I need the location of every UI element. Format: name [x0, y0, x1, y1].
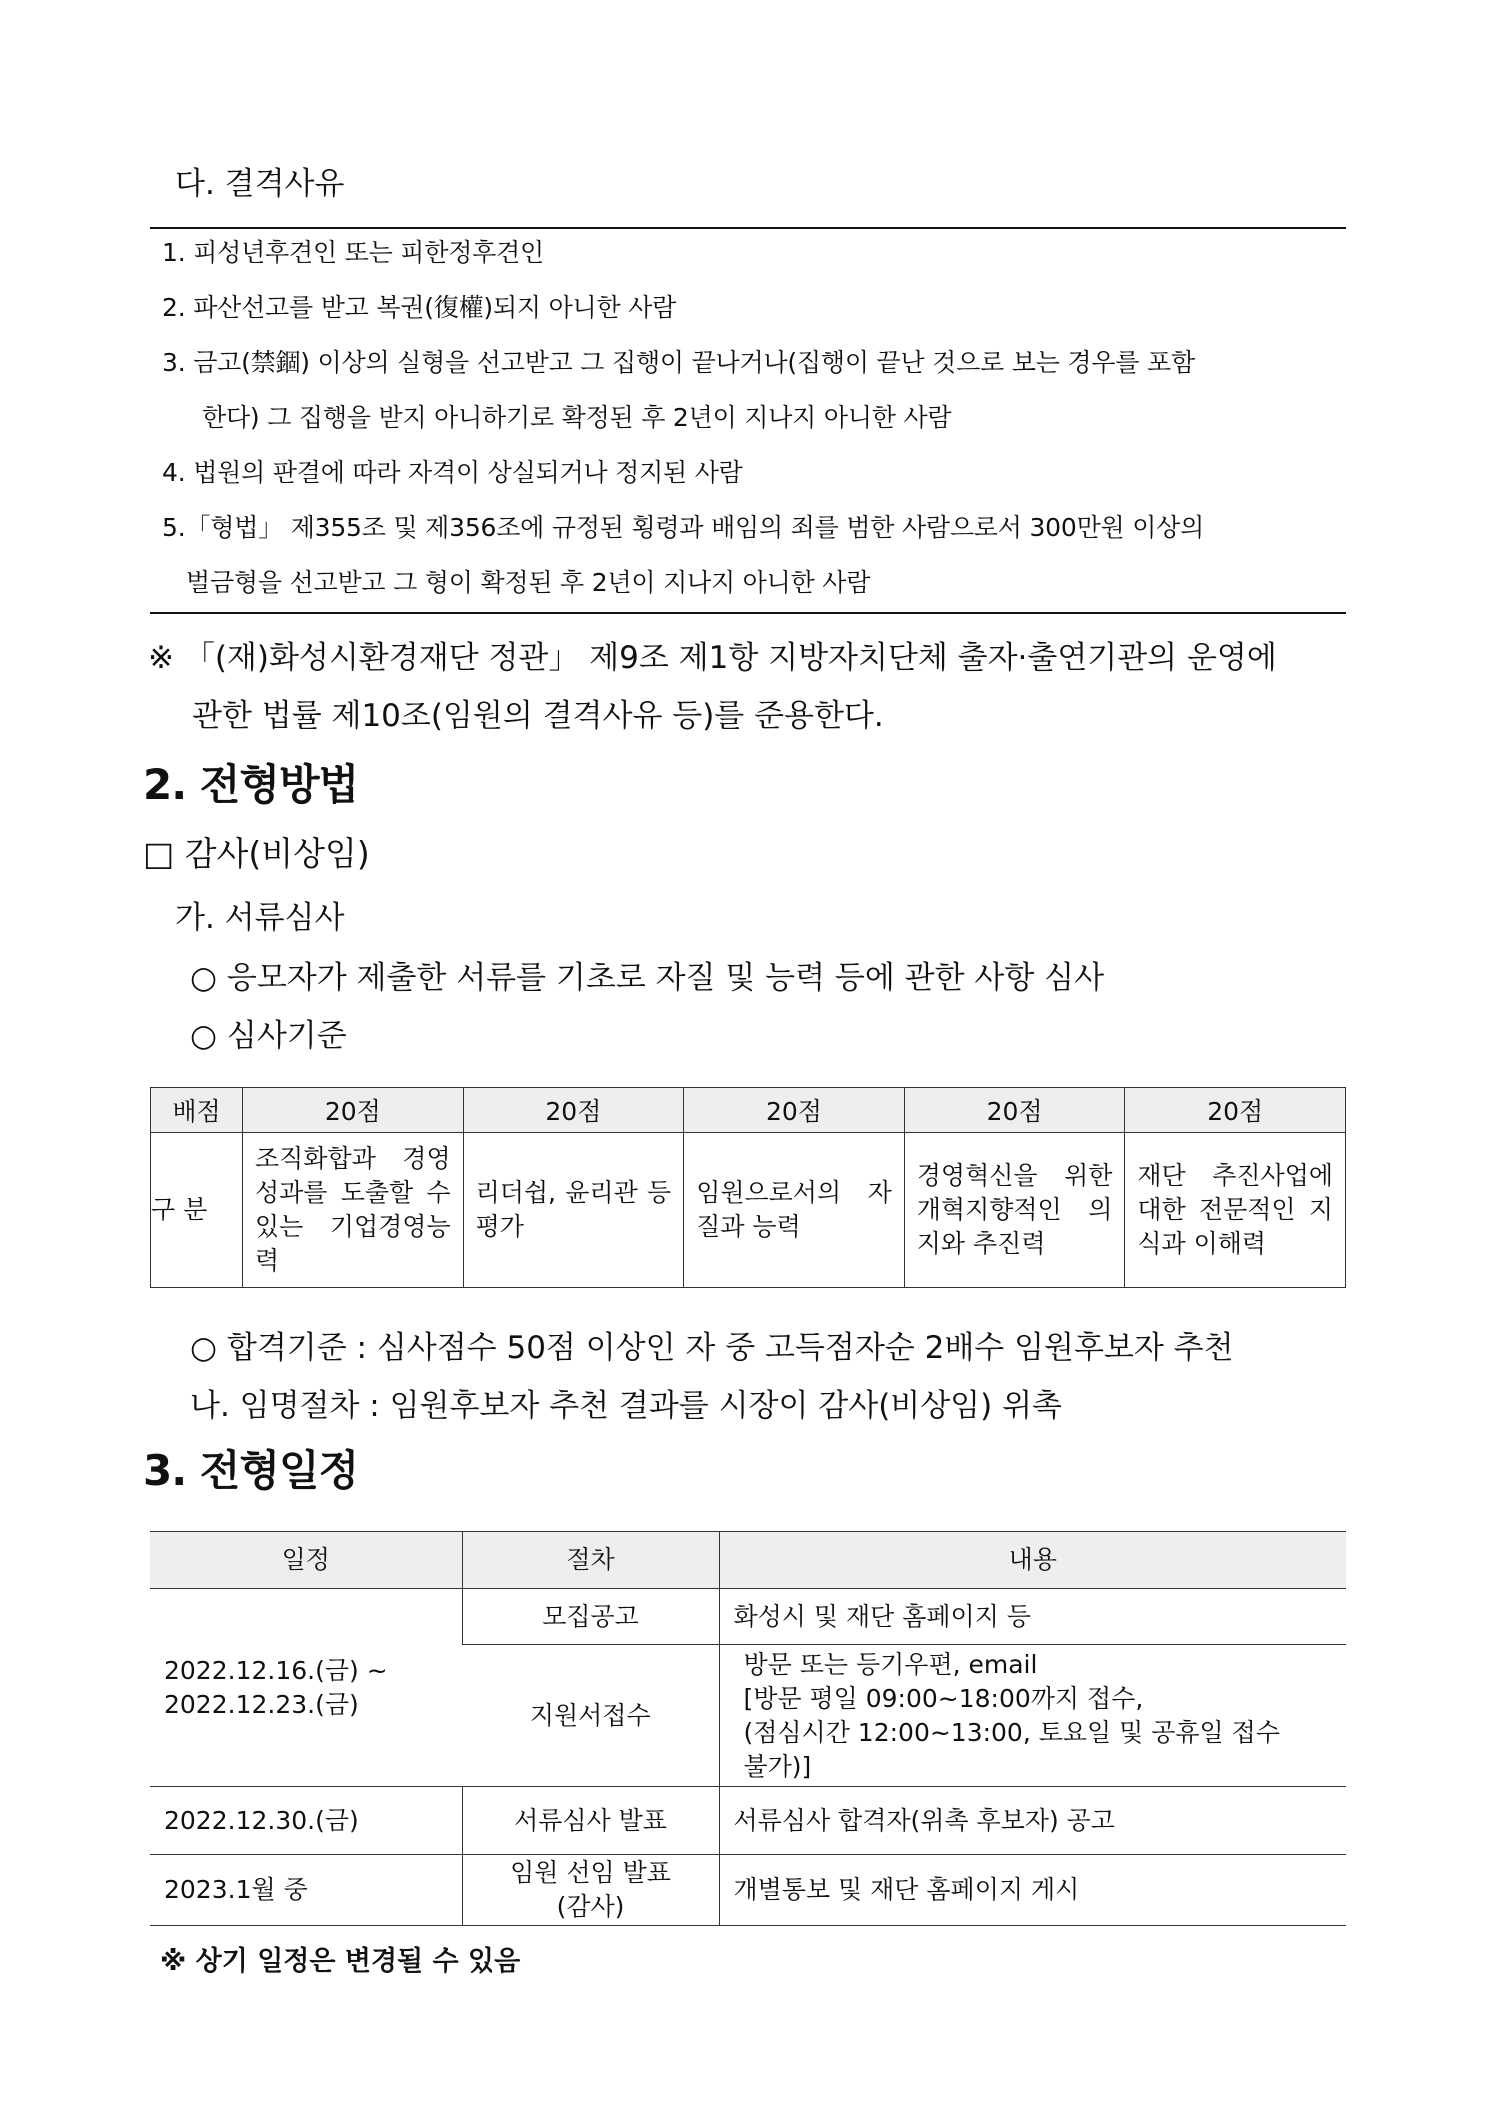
appointment-procedure: 나. 임명절차 : 임원후보자 추천 결과를 시장이 감사(비상임) 위촉 — [190, 1388, 1062, 1424]
category-cell: 경영혁신을 위한 개혁지향적인 의지와 추진력 — [904, 1133, 1125, 1288]
schedule-date-cell: 2023.1월 중 — [150, 1855, 462, 1926]
schedule-row — [150, 1787, 1346, 1855]
score-cell: 20점 — [684, 1088, 905, 1133]
criteria-bullet: ○ 심사기준 — [190, 1018, 347, 1054]
step-cell: 지원서접수 — [462, 1645, 719, 1787]
disqualification-item-1: 1. 피성년후견인 또는 피한정후견인 — [162, 238, 544, 267]
pass-criteria-bullet: ○ 합격기준 : 심사점수 50점 이상인 자 중 고득점자순 2배수 임원후보자 추천 — [190, 1330, 1234, 1366]
header-date: 일정 — [150, 1532, 462, 1589]
step-cell: 모집공고 — [462, 1589, 719, 1645]
document-screening-heading: 가. 서류심사 — [175, 900, 345, 936]
articles-note-line2: 관한 법률 제10조(임원의 결격사유 등)를 준용한다. — [192, 698, 884, 734]
content-cell — [719, 1645, 1346, 1787]
category-cell: 임원으로서의 자질과 능력 — [684, 1133, 905, 1288]
content-line: (점심시간 12:00~13:00, 토요일 및 공휴일 접수 — [743, 1717, 1280, 1747]
score-cell: 20점 — [243, 1088, 464, 1133]
score-cell: 20점 — [463, 1088, 684, 1133]
category-cell: 리더쉽, 윤리관 등 평가 — [463, 1133, 684, 1288]
content-line: 방문 또는 등기우편, email — [743, 1649, 1038, 1679]
disqualification-item-2: 2. 파산선고를 받고 복권(復權)되지 아니한 사람 — [162, 293, 677, 322]
section-2-title: 2. 전형방법 — [143, 760, 359, 809]
disqualification-item-3-cont: 한다) 그 집행을 받지 아니하기로 확정된 후 2년이 지나지 아니한 사람 — [202, 403, 952, 432]
schedule-row — [150, 1855, 1346, 1926]
content-cell: 개별통보 및 재단 홈페이지 게시 — [719, 1855, 1346, 1926]
header-content: 내용 — [719, 1532, 1346, 1589]
step-cell: 서류심사 발표 — [462, 1787, 719, 1855]
schedule-header-row — [150, 1532, 1346, 1589]
disqualification-item-3: 3. 금고(禁錮) 이상의 실형을 선고받고 그 집행이 끝나거나(집행이 끝난 것으로 보는 경우를 포함 — [162, 348, 1195, 377]
step-line: 임원 선임 발표 — [510, 1858, 671, 1887]
criteria-score-row — [151, 1088, 1346, 1133]
position-heading: □ 감사(비상임) — [143, 834, 370, 873]
step-line: (감사) — [556, 1892, 625, 1921]
disqualification-item-5: 5.「형법」 제355조 및 제356조에 규정된 횡령과 배임의 죄를 범한 사람으로서 300만원 이상의 — [162, 513, 1205, 542]
schedule-table — [150, 1531, 1346, 1926]
disqualification-item-4: 4. 법원의 판결에 따라 자격이 상실되거나 정지된 사람 — [162, 458, 743, 487]
category-cell: 재단 추진사업에 대한 전문적인 지식과 이해력 — [1125, 1133, 1346, 1288]
date-line: 2022.12.16.(금) ~ — [164, 1655, 388, 1685]
top-rule — [150, 227, 1346, 229]
section-3-title: 3. 전형일정 — [143, 1446, 359, 1495]
content-line: 불가)] — [743, 1751, 812, 1781]
section-d-title: 다. 결격사유 — [175, 166, 345, 202]
schedule-date-cell — [150, 1589, 462, 1787]
header-step: 절차 — [462, 1532, 719, 1589]
score-label: 배점 — [151, 1088, 243, 1133]
criteria-table — [150, 1087, 1346, 1288]
category-label: 구 분 — [151, 1133, 243, 1288]
score-cell: 20점 — [1125, 1088, 1346, 1133]
screening-bullet: ○ 응모자가 제출한 서류를 기초로 자질 및 능력 등에 관한 사항 심사 — [190, 960, 1105, 996]
schedule-date-cell: 2022.12.30.(금) — [150, 1787, 462, 1855]
score-cell: 20점 — [904, 1088, 1125, 1133]
content-line: [방문 평일 09:00~18:00까지 접수, — [743, 1683, 1144, 1713]
articles-note-line1: ※ 「(재)화성시환경재단 정관」 제9조 제1항 지방자치단체 출자·출연기관의 운영에 — [148, 640, 1277, 676]
step-cell — [462, 1855, 719, 1926]
disqualification-item-5-cont: 벌금형을 선고받고 그 형이 확정된 후 2년이 지나지 아니한 사람 — [186, 568, 871, 597]
content-cell: 화성시 및 재단 홈페이지 등 — [719, 1589, 1346, 1645]
schedule-footnote: ※ 상기 일정은 변경될 수 있음 — [160, 1946, 521, 1977]
criteria-category-row — [151, 1133, 1346, 1288]
schedule-row — [150, 1589, 1346, 1645]
date-line: 2022.12.23.(금) — [164, 1689, 359, 1719]
content-cell: 서류심사 합격자(위촉 후보자) 공고 — [719, 1787, 1346, 1855]
category-cell: 조직화합과 경영성과를 도출할 수 있는 기업경영능력 — [243, 1133, 464, 1288]
bottom-rule — [150, 612, 1346, 614]
